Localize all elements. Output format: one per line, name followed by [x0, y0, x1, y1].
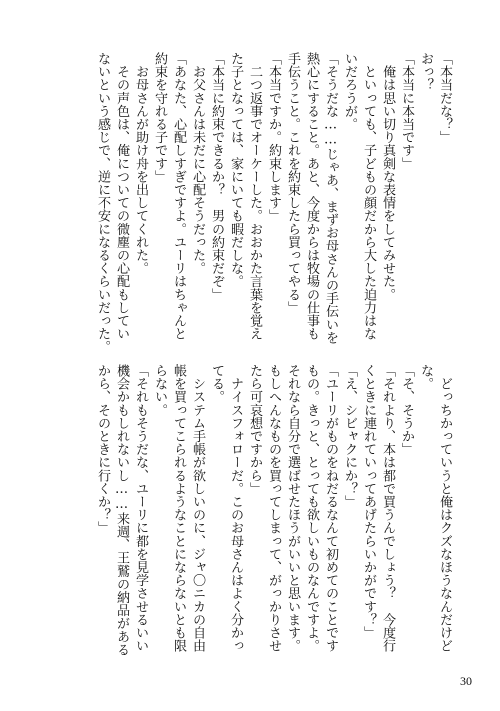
- text-line: 手伝うこと。これを約束したら買ってやる」: [285, 52, 300, 314]
- text-line: もしへんなものを買ってしまって、がっかりさせ: [266, 364, 281, 653]
- text-line: お母さんが助け舟を出してくれた。: [133, 52, 148, 275]
- text-line: 「本当だな？」: [437, 52, 452, 144]
- text-line: 「え、シビャクにか？」: [342, 364, 357, 509]
- text-line: 帳を買ってこられるようなことにならないとも限: [171, 364, 186, 653]
- text-line: といっても、子どもの顔だから大した迫力はな: [361, 52, 376, 341]
- text-line: その声色は、俺についての微塵の心配もしてい: [114, 52, 129, 341]
- text-line: お父さんは未だに心配そうだった。: [190, 52, 205, 275]
- text-line: てる。: [209, 364, 224, 404]
- text-line: システム手帳が欲しいのに、ジャ〇ニカの自由: [190, 364, 205, 653]
- text-line: 熱心にすること。あと、今度からは牧場の仕事も: [304, 52, 319, 341]
- text-line: 機会かもしれないし……来週、王鷲の納品がある: [114, 364, 129, 656]
- text-line: ないという感じで、逆に不安になるくらいだった。: [95, 52, 110, 354]
- text-line: もの。きっと、とっても欲しいものなんですよ。: [304, 364, 319, 653]
- text-line: らない。: [152, 364, 167, 417]
- text-line: 「あなた、心配しすぎですよ。ユーリはちゃんと: [171, 52, 186, 341]
- page-number: 30: [460, 674, 472, 688]
- text-line: 「本当ですか。約束します」: [266, 52, 281, 223]
- text-line: 「そうだな……じゃあ、まずお母さんの手伝いを: [323, 52, 338, 344]
- text-line: 約束を守れる子です」: [152, 52, 167, 183]
- text-line: な。: [418, 364, 433, 391]
- text-line: いだろうが。: [342, 52, 357, 131]
- text-line: 俺は思い切り真剣な表情をしてみせた。: [380, 52, 395, 301]
- text-line: 二つ返事でオーケーした。おおかた言葉を覚え: [247, 52, 262, 341]
- text-line: 「それもそうだな、ユーリに都を見学させるいい: [133, 364, 148, 653]
- upper-text-block: [44, 52, 454, 354]
- text-line: 「ユーリがものをねだるなんて初めてのことです: [323, 364, 338, 653]
- text-line: 「本当に約束できるか？ 男の約束だぞ」: [209, 52, 224, 301]
- text-line: どっちかっていうと俺はクズなほうなんだけど: [437, 364, 452, 653]
- text-line: くときに連れていってあげたらいかがです？」: [361, 364, 376, 640]
- lower-text-block: [44, 364, 454, 664]
- text-line: 「それより、本は都で買うんでしょう？ 今度行: [380, 364, 395, 653]
- text-line: た子となっては、家にいても暇だしな。: [228, 52, 243, 288]
- text-line: それなら自分で選ばせたほうがいいと思います。: [285, 364, 300, 653]
- text-line: 「本当に本当です」: [399, 52, 414, 170]
- text-line: たら可哀想ですから」: [247, 364, 262, 495]
- text-line: ナイスフォローだ。このお母さんはよく分かっ: [228, 364, 243, 653]
- text-line: 「そ、そうか」: [399, 364, 414, 456]
- text-line: から、そのときに行くか？」: [95, 364, 110, 535]
- text-line: おっ？: [418, 52, 433, 92]
